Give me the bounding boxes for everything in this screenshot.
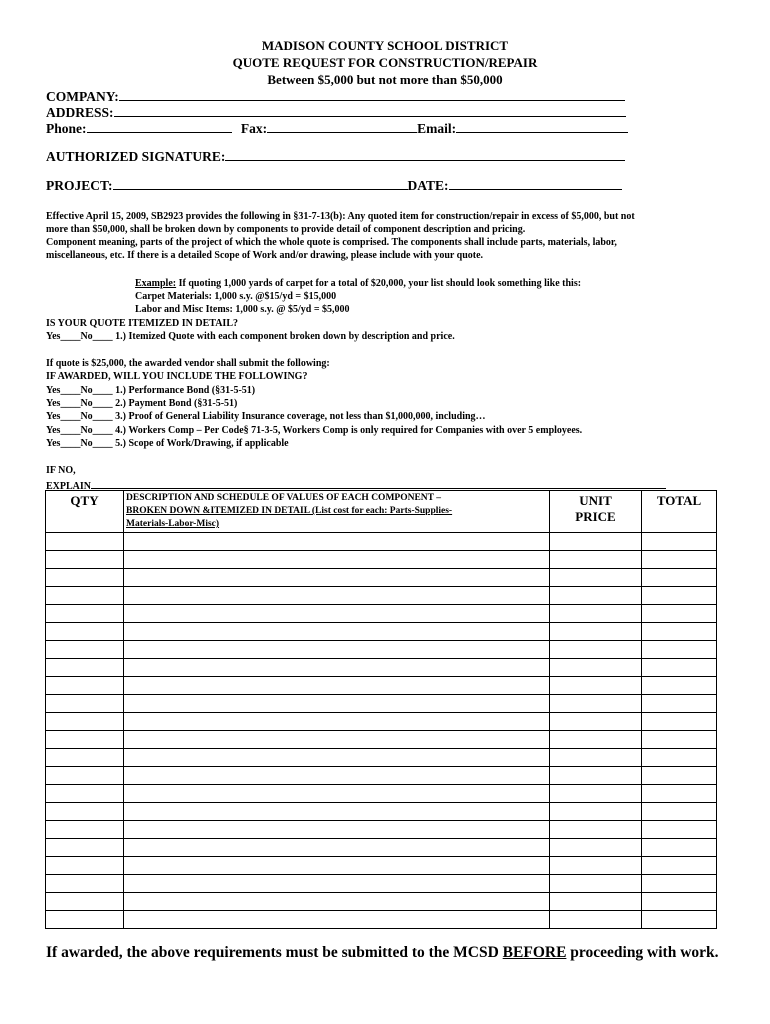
description-cell[interactable]	[124, 803, 550, 821]
table-row	[46, 803, 717, 821]
total-cell[interactable]	[642, 839, 717, 857]
description-cell[interactable]	[124, 695, 550, 713]
table-row	[46, 533, 717, 551]
total-cell[interactable]	[642, 695, 717, 713]
description-cell[interactable]	[124, 569, 550, 587]
unit-price-cell[interactable]	[550, 893, 642, 911]
contact-row	[46, 120, 628, 137]
date-label: DATE:	[407, 178, 449, 193]
unit-price-cell[interactable]	[550, 587, 642, 605]
effective-line-4: miscellaneous, etc. If there is a detailed Scope of Work and/or drawing, please include with your quote.	[46, 250, 484, 261]
qty-cell[interactable]	[46, 569, 124, 587]
unit-price-cell[interactable]	[550, 731, 642, 749]
description-cell[interactable]	[124, 641, 550, 659]
total-cell[interactable]	[642, 785, 717, 803]
table-row	[46, 821, 717, 839]
address-field[interactable]	[114, 104, 626, 117]
total-cell[interactable]	[642, 803, 717, 821]
example-text: If quoting 1,000 yards of carpet for a total of $20,000, your list should look something like this:	[176, 278, 582, 289]
unit-price-cell[interactable]	[550, 839, 642, 857]
total-cell[interactable]	[642, 713, 717, 731]
table-row	[46, 605, 717, 623]
description-cell[interactable]	[124, 623, 550, 641]
description-cell[interactable]	[124, 893, 550, 911]
phone-label: Phone:	[46, 121, 87, 136]
address-label: ADDRESS:	[46, 105, 114, 120]
footer-emphasis: BEFORE	[502, 944, 567, 961]
signature-label: AUTHORIZED SIGNATURE:	[46, 149, 226, 164]
description-cell[interactable]	[124, 731, 550, 749]
requirement-item[interactable]: Yes____No____ 3.) Proof of General Liability Insurance coverage, not less than $1,000,000, including…	[46, 411, 486, 422]
total-cell[interactable]	[642, 677, 717, 695]
description-cell[interactable]	[124, 875, 550, 893]
total-cell[interactable]	[642, 749, 717, 767]
description-cell[interactable]	[124, 605, 550, 623]
table-header-row	[46, 491, 717, 533]
qty-cell[interactable]	[46, 803, 124, 821]
description-cell[interactable]	[124, 857, 550, 875]
unit-price-cell[interactable]	[550, 569, 642, 587]
qty-cell[interactable]	[46, 731, 124, 749]
email-field[interactable]	[456, 120, 628, 133]
qty-cell[interactable]	[46, 695, 124, 713]
table-row	[46, 893, 717, 911]
phone-field[interactable]	[87, 120, 232, 133]
qty-cell[interactable]	[46, 785, 124, 803]
unit-price-header	[550, 491, 642, 533]
total-cell[interactable]	[642, 641, 717, 659]
qty-cell[interactable]	[46, 677, 124, 695]
awarded-intro: If quote is $25,000, the awarded vendor shall submit the following:	[46, 358, 330, 369]
description-header-line: BROKEN DOWN &ITEMIZED IN DETAIL (List cost for each: Parts-Supplies-	[126, 506, 453, 516]
explain-field[interactable]	[91, 477, 666, 489]
table-row	[46, 857, 717, 875]
qty-cell[interactable]	[46, 641, 124, 659]
requirement-item[interactable]: Yes____No____ 4.) Workers Comp – Per Code§ 71-3-5, Workers Comp is only required for Companies with over 5 employees.	[46, 425, 583, 436]
fax-field[interactable]	[267, 120, 417, 133]
description-cell[interactable]	[124, 533, 550, 551]
unit-price-cell[interactable]	[550, 785, 642, 803]
example-label: Example:	[135, 278, 177, 289]
example-line-3: Labor and Misc Items: 1,000 s.y. @ $5/yd = $5,000	[135, 304, 350, 315]
total-cell[interactable]	[642, 857, 717, 875]
unit-price-cell[interactable]	[550, 533, 642, 551]
table-row	[46, 551, 717, 569]
total-cell[interactable]	[642, 893, 717, 911]
if-no-label: IF NO,	[46, 465, 76, 476]
qty-cell[interactable]	[46, 623, 124, 641]
qty-cell[interactable]	[46, 749, 124, 767]
awarded-question: IF AWARDED, WILL YOU INCLUDE THE FOLLOWING?	[46, 371, 308, 382]
total-cell[interactable]	[642, 623, 717, 641]
unit-price-cell[interactable]	[550, 695, 642, 713]
address-row	[46, 104, 626, 121]
quote-table	[45, 490, 717, 929]
effective-line-1: Effective April 15, 2009, SB2923 provides the following in §31-7-13(b): Any quoted item for construction/repair in excess of $5,000, but not	[46, 211, 635, 222]
qty-cell[interactable]	[46, 587, 124, 605]
requirement-item[interactable]: Yes____No____ 5.) Scope of Work/Drawing, if applicable	[46, 438, 289, 449]
total-cell[interactable]	[642, 533, 717, 551]
description-header-line: Materials-Labor-Misc)	[126, 519, 220, 529]
qty-cell[interactable]	[46, 875, 124, 893]
qty-cell[interactable]	[46, 767, 124, 785]
description-cell[interactable]	[124, 713, 550, 731]
description-cell[interactable]	[124, 749, 550, 767]
qty-cell[interactable]	[46, 605, 124, 623]
footer-note	[46, 944, 719, 962]
total-cell[interactable]	[642, 569, 717, 587]
unit-price-cell[interactable]	[550, 911, 642, 929]
table-row	[46, 587, 717, 605]
qty-cell[interactable]	[46, 893, 124, 911]
explain-label: EXPLAIN	[46, 481, 92, 492]
requirement-item[interactable]: Yes____No____ 1.) Performance Bond (§31-5-51)	[46, 385, 256, 396]
project-row	[46, 177, 622, 194]
table-row	[46, 677, 717, 695]
project-label: PROJECT:	[46, 178, 113, 193]
unit-price-cell[interactable]	[550, 605, 642, 623]
unit-price-cell[interactable]	[550, 623, 642, 641]
total-cell[interactable]	[642, 605, 717, 623]
table-row	[46, 749, 717, 767]
form-title: QUOTE REQUEST FOR CONSTRUCTION/REPAIR	[232, 55, 538, 70]
table-row	[46, 767, 717, 785]
email-label: Email:	[417, 121, 457, 136]
qty-cell[interactable]	[46, 551, 124, 569]
unit-price-cell[interactable]	[550, 803, 642, 821]
table-row	[46, 731, 717, 749]
description-cell[interactable]	[124, 839, 550, 857]
total-cell[interactable]	[642, 911, 717, 929]
unit-price-cell[interactable]	[550, 551, 642, 569]
unit-header-line: PRICE	[575, 509, 616, 524]
qty-cell[interactable]	[46, 821, 124, 839]
qty-cell[interactable]	[46, 839, 124, 857]
table-row	[46, 713, 717, 731]
total-cell[interactable]	[642, 767, 717, 785]
signature-field[interactable]	[225, 148, 625, 161]
unit-price-cell[interactable]	[550, 857, 642, 875]
example-line-2: Carpet Materials: 1,000 s.y. @$15/yd = $15,000	[135, 291, 337, 302]
table-row	[46, 785, 717, 803]
form-subtitle: Between $5,000 but not more than $50,000	[267, 72, 503, 87]
itemized-question: IS YOUR QUOTE ITEMIZED IN DETAIL?	[46, 318, 238, 329]
itemized-answer[interactable]: Yes____No____ 1.) Itemized Quote with each component broken down by description and price.	[46, 331, 455, 342]
project-field[interactable]	[113, 177, 408, 190]
unit-price-cell[interactable]	[550, 749, 642, 767]
description-header	[124, 491, 550, 533]
requirement-item[interactable]: Yes____No____ 2.) Payment Bond (§31-5-51)	[46, 398, 238, 409]
total-cell[interactable]	[642, 821, 717, 839]
unit-price-cell[interactable]	[550, 713, 642, 731]
description-cell[interactable]	[124, 785, 550, 803]
qty-cell[interactable]	[46, 659, 124, 677]
fax-label: Fax:	[240, 121, 268, 136]
total-cell[interactable]	[642, 731, 717, 749]
total-cell[interactable]	[642, 659, 717, 677]
effective-line-3: Component meaning, parts of the project of which the whole quote is comprised. The components shall include parts, materials, labor,	[46, 237, 617, 248]
qty-cell[interactable]	[46, 713, 124, 731]
example-line-1	[135, 277, 581, 290]
qty-cell[interactable]	[46, 857, 124, 875]
unit-price-cell[interactable]	[550, 875, 642, 893]
footer-text-before: If awarded, the above requirements must be submitted to the MCSD	[46, 944, 503, 961]
date-field[interactable]	[449, 177, 622, 190]
table-row	[46, 875, 717, 893]
description-cell[interactable]	[124, 767, 550, 785]
description-cell[interactable]	[124, 659, 550, 677]
unit-price-cell[interactable]	[550, 821, 642, 839]
table-row	[46, 569, 717, 587]
unit-price-cell[interactable]	[550, 677, 642, 695]
unit-header-line: UNIT	[579, 493, 612, 508]
qty-cell[interactable]	[46, 911, 124, 929]
unit-price-cell[interactable]	[550, 659, 642, 677]
company-label: COMPANY:	[46, 89, 119, 104]
district-title: MADISON COUNTY SCHOOL DISTRICT	[261, 38, 509, 53]
description-cell[interactable]	[124, 821, 550, 839]
qty-cell[interactable]	[46, 533, 124, 551]
total-cell[interactable]	[642, 551, 717, 569]
unit-price-cell[interactable]	[550, 641, 642, 659]
table-row	[46, 911, 717, 929]
description-cell[interactable]	[124, 551, 550, 569]
effective-line-2: more than $50,000, shall be broken down by components to provide detail of component description and pricing.	[46, 224, 526, 235]
description-cell[interactable]	[124, 911, 550, 929]
total-cell[interactable]	[642, 875, 717, 893]
company-row	[46, 88, 625, 105]
table-row	[46, 641, 717, 659]
table-row	[46, 623, 717, 641]
company-field[interactable]	[119, 88, 625, 101]
table-row	[46, 839, 717, 857]
total-header: TOTAL	[642, 491, 717, 533]
description-header-line: DESCRIPTION AND SCHEDULE OF VALUES OF EACH COMPONENT –	[126, 493, 441, 503]
table-row	[46, 659, 717, 677]
table-row	[46, 695, 717, 713]
footer-text-after: proceeding with work.	[566, 944, 719, 961]
unit-price-cell[interactable]	[550, 767, 642, 785]
qty-header: QTY	[46, 491, 124, 533]
total-cell[interactable]	[642, 587, 717, 605]
description-cell[interactable]	[124, 587, 550, 605]
description-cell[interactable]	[124, 677, 550, 695]
signature-row	[46, 148, 625, 165]
